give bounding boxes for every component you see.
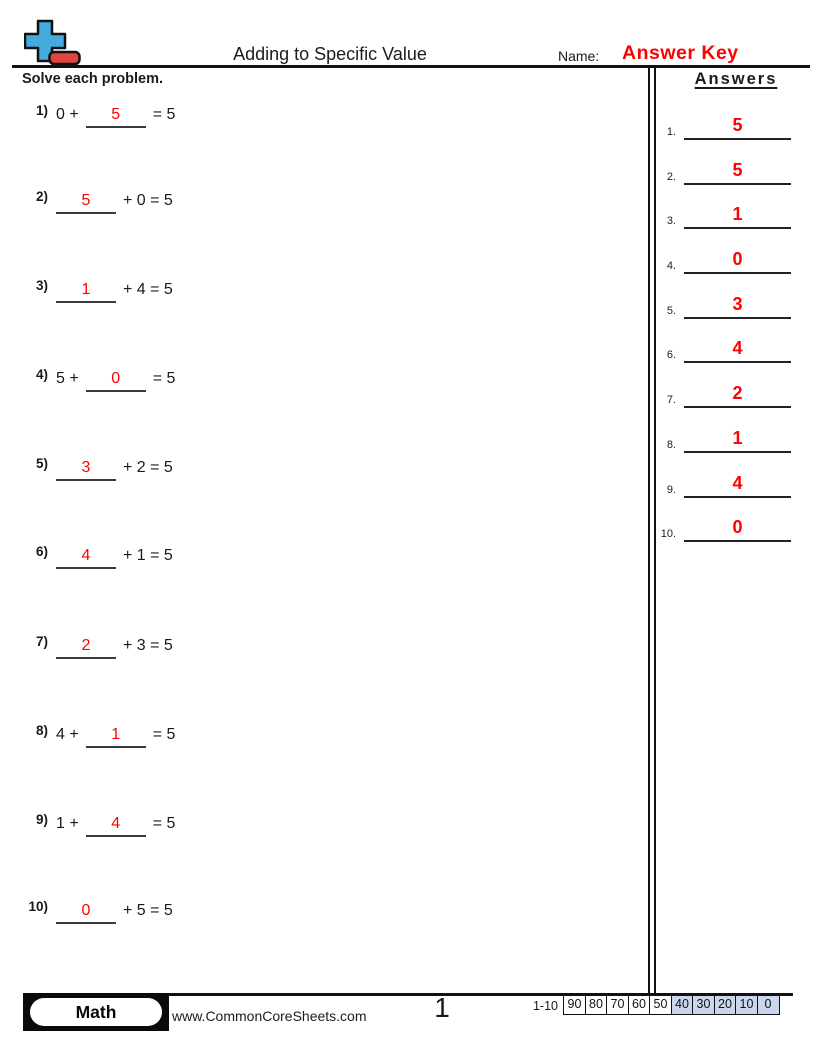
answer-blank: 0 bbox=[86, 371, 146, 392]
answer-number: 5. bbox=[666, 304, 676, 317]
problem-text: + 3 = 5 bbox=[123, 637, 173, 654]
score-cell: 10 bbox=[735, 995, 758, 1015]
answer-row bbox=[656, 339, 791, 363]
answer-row bbox=[656, 116, 791, 140]
problem-text: + 1 = 5 bbox=[123, 547, 173, 564]
score-cell: 50 bbox=[649, 995, 672, 1015]
problem-row bbox=[24, 278, 173, 303]
answer-row bbox=[656, 250, 791, 274]
score-cell: 60 bbox=[628, 995, 651, 1015]
problem-row bbox=[24, 544, 173, 569]
problem-text: 0 + bbox=[56, 106, 79, 123]
answer-blank: 5 bbox=[56, 193, 116, 214]
problem-number: 6) bbox=[35, 544, 48, 559]
answer-row bbox=[656, 429, 791, 453]
problem-text: 1 + bbox=[56, 815, 79, 832]
problem-row bbox=[24, 189, 173, 214]
answer-blank: 1 bbox=[86, 727, 146, 748]
answer-blank: 5 bbox=[86, 107, 146, 128]
page-number: 1 bbox=[434, 992, 450, 1023]
problem-number: 7) bbox=[35, 634, 48, 649]
answer-row bbox=[656, 474, 791, 498]
problem-number: 4) bbox=[35, 367, 48, 382]
answer-row bbox=[656, 518, 791, 542]
name-label: Name: bbox=[558, 48, 600, 64]
answer-blank: 4 bbox=[86, 816, 146, 837]
answer-row bbox=[656, 384, 791, 408]
problem-text: 4 + bbox=[56, 726, 79, 743]
answer-blank: 0 bbox=[56, 903, 116, 924]
plus-minus-math-logo-icon bbox=[24, 18, 84, 68]
website-url: www.CommonCoreSheets.com bbox=[172, 1008, 367, 1024]
score-cell: 40 bbox=[671, 995, 694, 1015]
answer-blank: 4 bbox=[56, 548, 116, 569]
problem-text: 5 + bbox=[56, 370, 79, 387]
answer-number: 9. bbox=[666, 483, 676, 496]
answer-number: 8. bbox=[666, 438, 676, 451]
problem-row bbox=[24, 723, 176, 748]
problem-number: 5) bbox=[35, 456, 48, 471]
score-cell: 0 bbox=[757, 995, 780, 1015]
problem-text: + 0 = 5 bbox=[123, 192, 173, 209]
answer-blank: 2 bbox=[56, 638, 116, 659]
answer-number: 3. bbox=[666, 214, 676, 227]
score-cell: 20 bbox=[714, 995, 737, 1015]
problem-text: = 5 bbox=[152, 370, 176, 387]
subject-label: Math bbox=[30, 998, 162, 1026]
score-grid bbox=[563, 995, 780, 1015]
answers-panel-title: Answers bbox=[694, 70, 778, 88]
answer-row bbox=[656, 205, 791, 229]
score-cell: 80 bbox=[585, 995, 608, 1015]
answer-value: 2 bbox=[684, 384, 791, 408]
score-cell: 90 bbox=[563, 995, 586, 1015]
answers-divider-line bbox=[648, 67, 650, 994]
problem-number: 8) bbox=[35, 723, 48, 738]
problem-text: + 4 = 5 bbox=[123, 281, 173, 298]
answer-value: 5 bbox=[684, 161, 791, 185]
answer-value: 0 bbox=[684, 250, 791, 274]
page-title: Adding to Specific Value bbox=[233, 44, 427, 64]
subject-badge bbox=[23, 993, 169, 1031]
problem-number: 9) bbox=[35, 812, 48, 827]
answer-blank: 1 bbox=[56, 282, 116, 303]
problem-text: + 2 = 5 bbox=[123, 459, 173, 476]
problem-number: 10) bbox=[28, 899, 48, 914]
answer-blank: 3 bbox=[56, 460, 116, 481]
instruction-text: Solve each problem. bbox=[22, 71, 164, 87]
problem-row bbox=[24, 456, 173, 481]
score-cell: 70 bbox=[606, 995, 629, 1015]
answer-value: 4 bbox=[684, 339, 791, 363]
answer-number: 10. bbox=[660, 527, 676, 540]
problem-row bbox=[24, 103, 176, 128]
answer-value: 4 bbox=[684, 474, 791, 498]
score-range-label: 1-10 bbox=[532, 999, 558, 1013]
problem-number: 2) bbox=[35, 189, 48, 204]
problem-row bbox=[24, 367, 176, 392]
answer-number: 6. bbox=[666, 348, 676, 361]
problem-text: + 5 = 5 bbox=[123, 902, 173, 919]
answer-row bbox=[656, 161, 791, 185]
problem-number: 1) bbox=[35, 103, 48, 118]
answer-number: 4. bbox=[666, 259, 676, 272]
name-value-answer-key: Answer Key bbox=[622, 42, 739, 64]
answer-number: 2. bbox=[666, 170, 676, 183]
answer-number: 1. bbox=[666, 125, 676, 138]
problem-text: = 5 bbox=[152, 106, 176, 123]
problem-row bbox=[24, 899, 173, 924]
answer-number: 7. bbox=[666, 393, 676, 406]
header-divider bbox=[12, 65, 810, 68]
problem-row bbox=[24, 634, 173, 659]
problem-text: = 5 bbox=[152, 726, 176, 743]
problem-row bbox=[24, 812, 176, 837]
answer-row bbox=[656, 295, 791, 319]
problem-number: 3) bbox=[35, 278, 48, 293]
answer-value: 5 bbox=[684, 116, 791, 140]
problem-text: = 5 bbox=[152, 815, 176, 832]
answer-value: 0 bbox=[684, 518, 791, 542]
answer-value: 3 bbox=[684, 295, 791, 319]
score-cell: 30 bbox=[692, 995, 715, 1015]
answer-value: 1 bbox=[684, 205, 791, 229]
answer-value: 1 bbox=[684, 429, 791, 453]
